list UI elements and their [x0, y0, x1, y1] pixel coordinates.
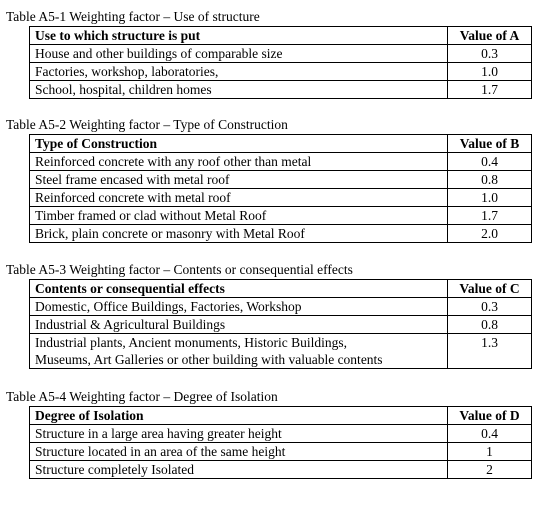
table-cell: Brick, plain concrete or masonry with Metal Roof [30, 225, 448, 243]
table-cell-value: 2 [448, 461, 532, 479]
table-cell: Industrial & Agricultural Buildings [30, 316, 448, 334]
table-row [30, 81, 532, 99]
table-row [30, 425, 532, 443]
table-cell: Steel frame encased with metal roof [30, 171, 448, 189]
table-cell: School, hospital, children homes [30, 81, 448, 99]
table-row [30, 207, 532, 225]
column-header: Use to which structure is put [30, 27, 448, 45]
table-caption: Table A5-2 Weighting factor – Type of Construction [6, 117, 288, 132]
column-header: Value of D [448, 407, 532, 425]
column-header: Type of Construction [30, 135, 448, 153]
column-header: Value of B [448, 135, 532, 153]
table-cell: Reinforced concrete with metal roof [30, 189, 448, 207]
table-cell-value: 0.4 [448, 425, 532, 443]
table-a5-1 [29, 26, 532, 99]
cell-line: Museums, Art Galleries or other building with valuable contents [35, 352, 383, 367]
column-header: Value of A [448, 27, 532, 45]
table-cell: Domestic, Office Buildings, Factories, Workshop [30, 298, 448, 316]
table-caption: Table A5-4 Weighting factor – Degree of Isolation [6, 389, 278, 404]
table-cell-value: 1 [448, 443, 532, 461]
table-cell: Structure completely Isolated [30, 461, 448, 479]
table-cell: Structure located in an area of the same height [30, 443, 448, 461]
table-header-row [30, 27, 532, 45]
column-header: Degree of Isolation [30, 407, 448, 425]
table-row [30, 171, 532, 189]
table-row [30, 334, 532, 369]
table-cell: Reinforced concrete with any roof other than metal [30, 153, 448, 171]
table-row [30, 461, 532, 479]
table-header-row [30, 407, 532, 425]
table-cell-value: 2.0 [448, 225, 532, 243]
table-a5-4 [29, 406, 532, 479]
table-row [30, 153, 532, 171]
table-a5-3 [29, 279, 532, 369]
table-caption: Table A5-1 Weighting factor – Use of structure [6, 9, 260, 24]
table-cell [30, 334, 448, 369]
table-row [30, 225, 532, 243]
table-caption: Table A5-3 Weighting factor – Contents or consequential effects [6, 262, 353, 277]
cell-line: Industrial plants, Ancient monuments, Historic Buildings, [35, 335, 347, 350]
column-header: Value of C [448, 280, 532, 298]
table-cell-value: 0.3 [448, 298, 532, 316]
table-a5-2 [29, 134, 532, 243]
table-row [30, 45, 532, 63]
table-cell-value: 1.0 [448, 189, 532, 207]
table-header-row [30, 280, 532, 298]
table-cell: House and other buildings of comparable size [30, 45, 448, 63]
table-cell-value: 1.7 [448, 81, 532, 99]
table-row [30, 63, 532, 81]
table-cell: Structure in a large area having greater height [30, 425, 448, 443]
table-cell-value: 1.7 [448, 207, 532, 225]
table-cell: Factories, workshop, laboratories, [30, 63, 448, 81]
table-cell-value: 1.3 [448, 334, 532, 369]
table-cell-value: 0.8 [448, 316, 532, 334]
table-row [30, 443, 532, 461]
table-cell-value: 0.8 [448, 171, 532, 189]
column-header: Contents or consequential effects [30, 280, 448, 298]
table-row [30, 316, 532, 334]
table-cell: Timber framed or clad without Metal Roof [30, 207, 448, 225]
table-row [30, 189, 532, 207]
table-row [30, 298, 532, 316]
table-header-row [30, 135, 532, 153]
table-cell-value: 1.0 [448, 63, 532, 81]
table-cell-value: 0.3 [448, 45, 532, 63]
table-cell-value: 0.4 [448, 153, 532, 171]
